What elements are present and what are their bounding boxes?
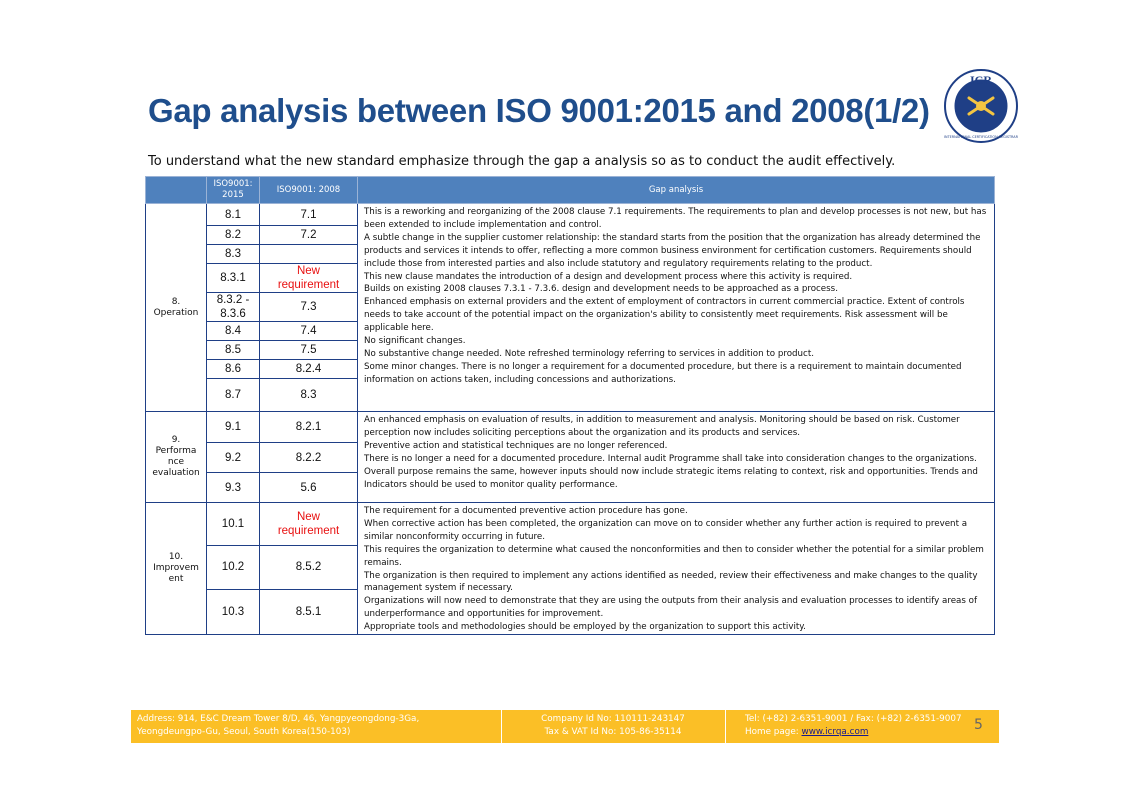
footer-bar	[131, 710, 999, 743]
iso2015-cell: 10.3	[207, 590, 260, 635]
section-label-improvement: 10. Improvem ent	[146, 503, 207, 635]
header-iso2008: ISO9001: 2008	[260, 177, 358, 204]
logo-caption: INTERNATIONAL CERTIFICATION REGISTRAR	[944, 135, 1018, 139]
logo-text: ICR	[969, 73, 993, 87]
iso2015-cell: 8.3.2 - 8.3.6	[207, 293, 260, 322]
header-section	[146, 177, 207, 204]
page-subtitle: To understand what the new standard emphasize through the gap a analysis so as to conduct the audit effectively.	[148, 154, 896, 169]
gap-text-performance-evaluation: An enhanced emphasis on evaluation of results, in addition to measurement and analysis. Monitoring should be based on risk. Customer perception now includes soliciting perceptions about the organization and its products and services. Preventive action and statistical techniques are no longer referenced. There is no longer a need for a documented procedure. Internal audit Programme shall take into consideration changes to the organizations. Overall purpose remains the same, however inputs should now include strategic items relating to context, risk and opportunities. Trends and Indicators should be used to monitor quality performance.	[358, 412, 995, 503]
page-title: Gap analysis between ISO 9001:2015 and 2008(1/2)	[148, 92, 930, 129]
table-row	[146, 412, 995, 443]
footer-address: Address: 914, E&C Dream Tower 8/D, 46, Yangpyeongdong-3Ga, Yeongdeungpo-Gu, Seoul, South Korea(150-103)	[137, 714, 420, 737]
iso2015-cell: 9.3	[207, 473, 260, 503]
footer-divider	[501, 710, 502, 743]
iso2015-cell: 10.2	[207, 545, 260, 590]
footer-company-ids: Company Id No: 110111-243147 Tax & VAT Id No: 105-86-35114	[541, 714, 685, 737]
iso2015-cell: 8.4	[207, 322, 260, 341]
iso2008-cell: 7.2	[260, 226, 358, 245]
header-gap-analysis: Gap analysis	[358, 177, 995, 204]
iso2015-cell: 9.2	[207, 443, 260, 473]
iso2008-cell: 8.2.2	[260, 443, 358, 473]
iso2008-cell: 7.5	[260, 341, 358, 360]
iso2015-cell: 8.3	[207, 245, 260, 264]
table-row	[146, 204, 995, 226]
gap-text-improvement: The requirement for a documented preventive action procedure has gone. When corrective action has been completed, the organization can move on to consider whether any further action is required to prevent a similar nonconformity occurring in future. This requires the organization to determine what caused the nonconformities and then to consider whether the potential for a similar problem remains. The organization is then required to implement any actions identified as needed, review their effectiveness and make changes to the quality management system if necessary. Organizations will now need to demonstrate that they are using the outputs from their analysis and evaluation processes to identify areas of underperformance and opportunities for improvement. Appropriate tools and methodologies should be employed by the organization to support this activity.	[358, 503, 995, 635]
icr-logo	[943, 68, 1019, 144]
iso2008-cell: 8.5.2	[260, 545, 358, 590]
iso2008-cell: 7.4	[260, 322, 358, 341]
table-row	[146, 503, 995, 546]
section-label-operation: 8. Operation	[146, 204, 207, 412]
gap-text-operation: This is a reworking and reorganizing of the 2008 clause 7.1 requirements. The requirements to plan and develop processes is not new, but has been extended to include implementation and control. A subtle change in the supplier customer relationship: the standard starts from the position that the organization has already determined the products and services it intends to offer, reflecting a more common business environment for certification customers. Requirements should include those from interested parties and also include statutory and regulatory requirements relating to the product. This new clause mandates the introduction of a design and development process where this activity is required. Builds on existing 2008 clauses 7.3.1 - 7.3.6. design and development needs to be approached as a process. Enhanced emphasis on external providers and the extent of employment of contractors in current commercial practice. Extent of controls needs to take account of the potential impact on the organization's ability to consistently meet requirements. Risk assessment will be applicable here. No significant changes. No substantive change needed. Note refreshed terminology referring to services in addition to product. Some minor changes. There is no longer a requirement for a documented procedure, but there is a requirement to maintain documented information on actions taken, including concessions and authorizations.	[358, 204, 995, 412]
iso2015-cell: 8.1	[207, 204, 260, 226]
table-header-row	[146, 177, 995, 204]
header-iso2015: ISO9001: 2015	[207, 177, 260, 204]
iso2008-cell: 7.1	[260, 204, 358, 226]
iso2015-cell: 9.1	[207, 412, 260, 443]
iso2008-cell: 5.6	[260, 473, 358, 503]
iso2015-cell: 8.3.1	[207, 264, 260, 293]
new-requirement-cell: New requirement	[260, 503, 358, 546]
iso2015-cell: 8.5	[207, 341, 260, 360]
gap-analysis-table	[145, 176, 995, 635]
iso2008-cell	[260, 245, 358, 264]
footer-contact: Tel: (+82) 2-6351-9001 / Fax: (+82) 2-6351-9007 Home page: www.icrqa.com	[745, 714, 962, 737]
iso2008-cell: 8.2.4	[260, 360, 358, 379]
section-label-performance-evaluation: 9. Performa nce evaluation	[146, 412, 207, 503]
iso2015-cell: 8.2	[207, 226, 260, 245]
iso2015-cell: 8.7	[207, 379, 260, 412]
iso2008-cell: 8.5.1	[260, 590, 358, 635]
iso2008-cell: 8.3	[260, 379, 358, 412]
iso2015-cell: 8.6	[207, 360, 260, 379]
page-number: 5	[974, 717, 983, 733]
iso2008-cell: 8.2.1	[260, 412, 358, 443]
new-requirement-cell: New requirement	[260, 264, 358, 293]
iso2015-cell: 10.1	[207, 503, 260, 546]
iso2008-cell: 7.3	[260, 293, 358, 322]
homepage-link[interactable]: www.icrqa.com	[801, 727, 869, 737]
footer-divider	[725, 710, 726, 743]
